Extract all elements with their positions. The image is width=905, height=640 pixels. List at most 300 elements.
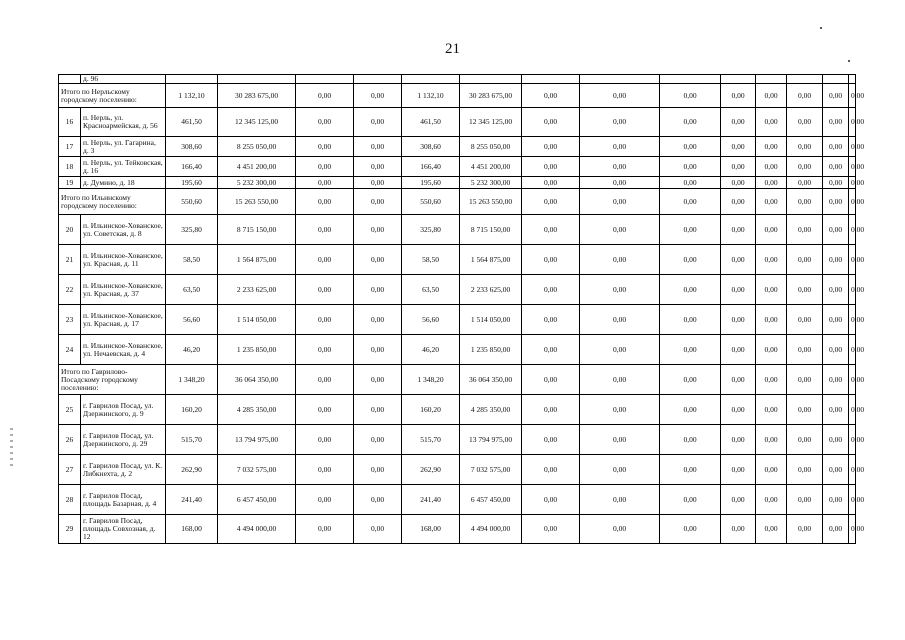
value-cell: 0,00 <box>849 365 856 395</box>
value-cell: 0,00 <box>354 335 402 365</box>
value-cell: 0,00 <box>756 215 787 245</box>
table-row <box>59 305 856 335</box>
value-cell: 0,00 <box>849 157 856 177</box>
value-cell: 0,00 <box>354 305 402 335</box>
value-cell: 0,00 <box>580 137 660 157</box>
value-cell: 0,00 <box>823 245 849 275</box>
address-cell: г. Гаврилов Посад, ул. Дзержинского, д. 9 <box>81 395 166 425</box>
value-cell: 0,00 <box>522 485 580 515</box>
value-cell: 8 715 150,00 <box>460 215 522 245</box>
value-cell: 0,00 <box>849 455 856 485</box>
value-cell: 0,00 <box>849 177 856 189</box>
value-cell: 0,00 <box>849 305 856 335</box>
value-cell: 0,00 <box>522 189 580 215</box>
value-cell: 0,00 <box>660 275 721 305</box>
value-cell: 0,00 <box>721 485 756 515</box>
table-row <box>59 157 856 177</box>
value-cell: 8 255 050,00 <box>218 137 296 157</box>
value-cell: 0,00 <box>787 455 823 485</box>
value-cell: 0,00 <box>354 515 402 544</box>
value-cell: 0,00 <box>787 275 823 305</box>
value-cell: 550,60 <box>166 189 218 215</box>
address-cell: п. Нерль, ул. Красноармейская, д. 56 <box>81 108 166 137</box>
value-cell: 13 794 975,00 <box>460 425 522 455</box>
address-cell: г. Гаврилов Посад, ул. К. Либкнехта, д. 2 <box>81 455 166 485</box>
value-cell: 0,00 <box>756 189 787 215</box>
value-cell: 58,50 <box>166 245 218 275</box>
value-cell: 0,00 <box>787 395 823 425</box>
value-cell: 325,80 <box>402 215 460 245</box>
value-cell: 1 235 850,00 <box>460 335 522 365</box>
value-cell: 0,00 <box>787 215 823 245</box>
value-cell: 461,50 <box>402 108 460 137</box>
table-row <box>59 75 856 84</box>
value-cell: 0,00 <box>823 365 849 395</box>
value-cell: 0,00 <box>296 108 354 137</box>
address-cell: г. Гаврилов Посад, ул. Дзержинского, д. 29 <box>81 425 166 455</box>
row-number-cell: 16 <box>59 108 81 137</box>
subtotal-label: Итого по Ильинскому городскому поселению: <box>59 189 166 215</box>
scan-speck <box>848 60 850 62</box>
value-cell: 325,80 <box>166 215 218 245</box>
value-cell: 15 263 550,00 <box>218 189 296 215</box>
row-number-cell: 22 <box>59 275 81 305</box>
value-cell: 0,00 <box>756 335 787 365</box>
value-cell: 0,00 <box>756 515 787 544</box>
value-cell: 0,00 <box>849 245 856 275</box>
value-cell: 63,50 <box>166 275 218 305</box>
value-cell: 0,00 <box>522 84 580 108</box>
value-cell: 0,00 <box>580 84 660 108</box>
value-cell: 56,60 <box>166 305 218 335</box>
value-cell: 0,00 <box>823 515 849 544</box>
value-cell: 0,00 <box>721 177 756 189</box>
value-cell <box>721 75 756 84</box>
value-cell: 0,00 <box>660 395 721 425</box>
value-cell <box>166 75 218 84</box>
value-cell: 515,70 <box>166 425 218 455</box>
table-row <box>59 177 856 189</box>
value-cell: 0,00 <box>660 137 721 157</box>
value-cell: 0,00 <box>849 108 856 137</box>
value-cell: 0,00 <box>580 189 660 215</box>
row-number-cell: 25 <box>59 395 81 425</box>
value-cell: 0,00 <box>580 108 660 137</box>
value-cell: 0,00 <box>721 455 756 485</box>
value-cell: 0,00 <box>580 245 660 275</box>
address-cell: д. Думино, д. 18 <box>81 177 166 189</box>
value-cell: 0,00 <box>580 365 660 395</box>
value-cell: 0,00 <box>787 305 823 335</box>
value-cell: 6 457 450,00 <box>460 485 522 515</box>
value-cell: 0,00 <box>823 425 849 455</box>
value-cell: 0,00 <box>756 485 787 515</box>
value-cell: 262,90 <box>166 455 218 485</box>
value-cell: 0,00 <box>756 108 787 137</box>
value-cell: 0,00 <box>660 425 721 455</box>
value-cell: 36 064 350,00 <box>218 365 296 395</box>
value-cell: 262,90 <box>402 455 460 485</box>
register-table <box>58 74 865 544</box>
value-cell: 0,00 <box>522 245 580 275</box>
value-cell: 0,00 <box>756 455 787 485</box>
value-cell: 1 348,20 <box>402 365 460 395</box>
row-number-cell: 20 <box>59 215 81 245</box>
value-cell: 0,00 <box>580 455 660 485</box>
value-cell: 0,00 <box>296 157 354 177</box>
value-cell: 0,00 <box>721 425 756 455</box>
value-cell <box>580 75 660 84</box>
value-cell: 0,00 <box>580 275 660 305</box>
table-row <box>59 335 856 365</box>
value-cell: 0,00 <box>660 189 721 215</box>
value-cell: 13 794 975,00 <box>218 425 296 455</box>
table-row <box>59 275 856 305</box>
table-row <box>59 395 856 425</box>
value-cell: 36 064 350,00 <box>460 365 522 395</box>
table-row <box>59 215 856 245</box>
value-cell: 0,00 <box>787 245 823 275</box>
value-cell: 5 232 300,00 <box>218 177 296 189</box>
value-cell: 0,00 <box>849 84 856 108</box>
value-cell: 0,00 <box>721 515 756 544</box>
value-cell: 0,00 <box>823 84 849 108</box>
value-cell: 0,00 <box>354 395 402 425</box>
value-cell: 0,00 <box>296 425 354 455</box>
value-cell: 0,00 <box>660 245 721 275</box>
address-cell: г. Гаврилов Посад, площадь Совхозная, д. 12 <box>81 515 166 544</box>
value-cell <box>787 75 823 84</box>
value-cell: 0,00 <box>787 157 823 177</box>
value-cell: 0,00 <box>756 425 787 455</box>
value-cell: 0,00 <box>721 84 756 108</box>
value-cell: 0,00 <box>787 335 823 365</box>
value-cell: 0,00 <box>296 84 354 108</box>
value-cell <box>756 75 787 84</box>
value-cell: 30 283 675,00 <box>218 84 296 108</box>
value-cell <box>660 75 721 84</box>
value-cell: 0,00 <box>823 485 849 515</box>
value-cell: 0,00 <box>296 305 354 335</box>
value-cell: 0,00 <box>660 305 721 335</box>
value-cell: 0,00 <box>522 395 580 425</box>
value-cell: 0,00 <box>660 84 721 108</box>
value-cell: 0,00 <box>354 157 402 177</box>
value-cell <box>849 75 856 84</box>
value-cell: 0,00 <box>787 365 823 395</box>
value-cell: 0,00 <box>522 215 580 245</box>
table-row <box>59 515 856 544</box>
value-cell: 0,00 <box>354 84 402 108</box>
value-cell: 0,00 <box>660 515 721 544</box>
value-cell: 166,40 <box>166 157 218 177</box>
value-cell: 0,00 <box>721 215 756 245</box>
value-cell: 1 564 875,00 <box>460 245 522 275</box>
value-cell: 4 494 000,00 <box>460 515 522 544</box>
value-cell: 0,00 <box>580 157 660 177</box>
value-cell: 0,00 <box>849 485 856 515</box>
value-cell: 0,00 <box>580 215 660 245</box>
address-cell: п. Нерль, ул. Гагарина, д. 3 <box>81 137 166 157</box>
value-cell: 0,00 <box>296 395 354 425</box>
value-cell: 0,00 <box>522 275 580 305</box>
value-cell: 241,40 <box>402 485 460 515</box>
value-cell: 1 514 050,00 <box>460 305 522 335</box>
value-cell <box>296 75 354 84</box>
value-cell: 0,00 <box>787 84 823 108</box>
address-cell: п. Ильинское-Хованское, ул. Советская, д. 8 <box>81 215 166 245</box>
value-cell: 0,00 <box>580 335 660 365</box>
row-number-cell: 26 <box>59 425 81 455</box>
value-cell: 0,00 <box>660 157 721 177</box>
value-cell: 0,00 <box>296 137 354 157</box>
value-cell: 308,60 <box>166 137 218 157</box>
value-cell <box>402 75 460 84</box>
value-cell: 0,00 <box>823 275 849 305</box>
value-cell: 0,00 <box>580 305 660 335</box>
subtotal-row <box>59 365 856 395</box>
value-cell: 1 514 050,00 <box>218 305 296 335</box>
value-cell: 0,00 <box>756 157 787 177</box>
value-cell: 195,60 <box>166 177 218 189</box>
value-cell: 0,00 <box>660 108 721 137</box>
value-cell: 0,00 <box>580 485 660 515</box>
row-number-cell: 17 <box>59 137 81 157</box>
value-cell: 160,20 <box>166 395 218 425</box>
table-row <box>59 425 856 455</box>
page-number: 21 <box>445 41 460 57</box>
value-cell: 241,40 <box>166 485 218 515</box>
table-body <box>59 74 865 544</box>
value-cell: 0,00 <box>354 455 402 485</box>
row-number-cell: 18 <box>59 157 81 177</box>
subtotal-row <box>59 84 856 108</box>
value-cell: 0,00 <box>721 108 756 137</box>
value-cell: 0,00 <box>756 395 787 425</box>
value-cell: 58,50 <box>402 245 460 275</box>
value-cell: 0,00 <box>660 335 721 365</box>
value-cell: 46,20 <box>402 335 460 365</box>
value-cell: 0,00 <box>823 157 849 177</box>
value-cell: 0,00 <box>849 189 856 215</box>
value-cell: 0,00 <box>354 177 402 189</box>
value-cell: 166,40 <box>402 157 460 177</box>
table-row <box>59 137 856 157</box>
value-cell: 0,00 <box>580 177 660 189</box>
value-cell: 0,00 <box>787 108 823 137</box>
value-cell: 0,00 <box>522 157 580 177</box>
value-cell: 0,00 <box>522 108 580 137</box>
row-number-cell: 19 <box>59 177 81 189</box>
value-cell: 0,00 <box>756 137 787 157</box>
binding-mark <box>10 428 13 470</box>
value-cell: 12 345 125,00 <box>218 108 296 137</box>
value-cell: 4 451 200,00 <box>218 157 296 177</box>
value-cell: 0,00 <box>849 335 856 365</box>
value-cell: 0,00 <box>354 425 402 455</box>
value-cell: 0,00 <box>296 177 354 189</box>
value-cell <box>460 75 522 84</box>
address-cell: п. Ильинское-Хованское, ул. Красная, д. 37 <box>81 275 166 305</box>
value-cell: 0,00 <box>296 515 354 544</box>
table-row <box>59 245 856 275</box>
value-cell: 2 233 625,00 <box>460 275 522 305</box>
value-cell: 0,00 <box>296 275 354 305</box>
value-cell: 0,00 <box>721 335 756 365</box>
value-cell: 461,50 <box>166 108 218 137</box>
value-cell: 0,00 <box>721 137 756 157</box>
value-cell: 0,00 <box>756 275 787 305</box>
value-cell: 0,00 <box>296 335 354 365</box>
row-number-cell: 21 <box>59 245 81 275</box>
value-cell: 6 457 450,00 <box>218 485 296 515</box>
value-cell: 0,00 <box>823 189 849 215</box>
value-cell: 0,00 <box>660 177 721 189</box>
value-cell: 0,00 <box>787 137 823 157</box>
value-cell: 0,00 <box>660 215 721 245</box>
subtotal-label: Итого по Нерльскому городскому поселению: <box>59 84 166 108</box>
value-cell: 2 233 625,00 <box>218 275 296 305</box>
table-row <box>59 485 856 515</box>
address-cell: п. Нерль, ул. Тейковская, д. 16 <box>81 157 166 177</box>
value-cell: 168,00 <box>402 515 460 544</box>
value-cell: 4 451 200,00 <box>460 157 522 177</box>
table-row <box>59 108 856 137</box>
value-cell: 0,00 <box>296 365 354 395</box>
value-cell: 46,20 <box>166 335 218 365</box>
value-cell: 0,00 <box>522 515 580 544</box>
value-cell: 0,00 <box>849 395 856 425</box>
value-cell: 0,00 <box>721 305 756 335</box>
value-cell: 0,00 <box>823 395 849 425</box>
value-cell: 0,00 <box>522 365 580 395</box>
value-cell: 0,00 <box>756 177 787 189</box>
value-cell: 0,00 <box>296 245 354 275</box>
value-cell: 0,00 <box>354 485 402 515</box>
value-cell: 168,00 <box>166 515 218 544</box>
address-cell: п. Ильинское-Хованское, ул. Красная, д. 17 <box>81 305 166 335</box>
row-number-cell: 23 <box>59 305 81 335</box>
address-cell: п. Ильинское-Хованское, ул. Красная, д. 11 <box>81 245 166 275</box>
value-cell: 1 348,20 <box>166 365 218 395</box>
address-cell: г. Гаврилов Посад, площадь Базарная, д. 4 <box>81 485 166 515</box>
value-cell: 0,00 <box>721 365 756 395</box>
value-cell: 8 715 150,00 <box>218 215 296 245</box>
value-cell: 0,00 <box>787 515 823 544</box>
row-number-cell: 27 <box>59 455 81 485</box>
value-cell: 0,00 <box>522 137 580 157</box>
table-row <box>59 455 856 485</box>
value-cell: 0,00 <box>721 189 756 215</box>
value-cell <box>823 75 849 84</box>
value-cell: 0,00 <box>756 84 787 108</box>
value-cell: 0,00 <box>756 365 787 395</box>
value-cell: 0,00 <box>522 305 580 335</box>
value-cell: 0,00 <box>354 275 402 305</box>
value-cell: 0,00 <box>721 245 756 275</box>
value-cell: 1 235 850,00 <box>218 335 296 365</box>
row-number-cell: 29 <box>59 515 81 544</box>
value-cell: 0,00 <box>296 189 354 215</box>
value-cell: 63,50 <box>402 275 460 305</box>
value-cell: 0,00 <box>522 425 580 455</box>
value-cell: 0,00 <box>849 137 856 157</box>
value-cell: 0,00 <box>354 108 402 137</box>
value-cell: 15 263 550,00 <box>460 189 522 215</box>
value-cell: 7 032 575,00 <box>460 455 522 485</box>
value-cell: 0,00 <box>787 189 823 215</box>
row-number-cell: 28 <box>59 485 81 515</box>
value-cell: 30 283 675,00 <box>460 84 522 108</box>
value-cell: 0,00 <box>849 425 856 455</box>
value-cell: 0,00 <box>849 515 856 544</box>
value-cell: 56,60 <box>402 305 460 335</box>
value-cell: 5 232 300,00 <box>460 177 522 189</box>
value-cell: 4 285 350,00 <box>218 395 296 425</box>
value-cell: 1 132,10 <box>166 84 218 108</box>
value-cell: 550,60 <box>402 189 460 215</box>
value-cell: 195,60 <box>402 177 460 189</box>
value-cell: 1 564 875,00 <box>218 245 296 275</box>
value-cell: 0,00 <box>823 215 849 245</box>
subtotal-label: Итого по Гаврилово-Посадскому городскому поселению: <box>59 365 166 395</box>
value-cell: 0,00 <box>787 425 823 455</box>
value-cell: 0,00 <box>756 305 787 335</box>
value-cell: 160,20 <box>402 395 460 425</box>
value-cell: 0,00 <box>522 177 580 189</box>
value-cell <box>522 75 580 84</box>
value-cell: 0,00 <box>823 177 849 189</box>
subtotal-row <box>59 189 856 215</box>
value-cell: 0,00 <box>580 395 660 425</box>
value-cell: 8 255 050,00 <box>460 137 522 157</box>
value-cell: 0,00 <box>823 108 849 137</box>
address-cell: д. 96 <box>81 75 166 84</box>
value-cell: 12 345 125,00 <box>460 108 522 137</box>
value-cell: 0,00 <box>660 455 721 485</box>
value-cell: 0,00 <box>354 215 402 245</box>
value-cell: 0,00 <box>580 425 660 455</box>
value-cell: 0,00 <box>354 137 402 157</box>
row-number-cell <box>59 75 81 84</box>
value-cell: 7 032 575,00 <box>218 455 296 485</box>
value-cell: 0,00 <box>787 485 823 515</box>
value-cell: 1 132,10 <box>402 84 460 108</box>
address-cell: п. Ильинское-Хованское, ул. Нечаевская, д. 4 <box>81 335 166 365</box>
value-cell: 0,00 <box>354 365 402 395</box>
value-cell: 0,00 <box>823 455 849 485</box>
value-cell: 0,00 <box>849 215 856 245</box>
value-cell: 0,00 <box>354 245 402 275</box>
value-cell: 0,00 <box>756 245 787 275</box>
value-cell: 308,60 <box>402 137 460 157</box>
value-cell: 0,00 <box>787 177 823 189</box>
value-cell: 0,00 <box>823 335 849 365</box>
value-cell: 0,00 <box>660 365 721 395</box>
value-cell: 4 285 350,00 <box>460 395 522 425</box>
value-cell <box>218 75 296 84</box>
value-cell: 0,00 <box>580 515 660 544</box>
value-cell: 0,00 <box>660 485 721 515</box>
value-cell: 0,00 <box>823 137 849 157</box>
value-cell: 0,00 <box>721 157 756 177</box>
value-cell: 4 494 000,00 <box>218 515 296 544</box>
value-cell <box>354 75 402 84</box>
row-number-cell: 24 <box>59 335 81 365</box>
value-cell: 0,00 <box>354 189 402 215</box>
value-cell: 0,00 <box>296 485 354 515</box>
scan-speck <box>820 27 822 29</box>
